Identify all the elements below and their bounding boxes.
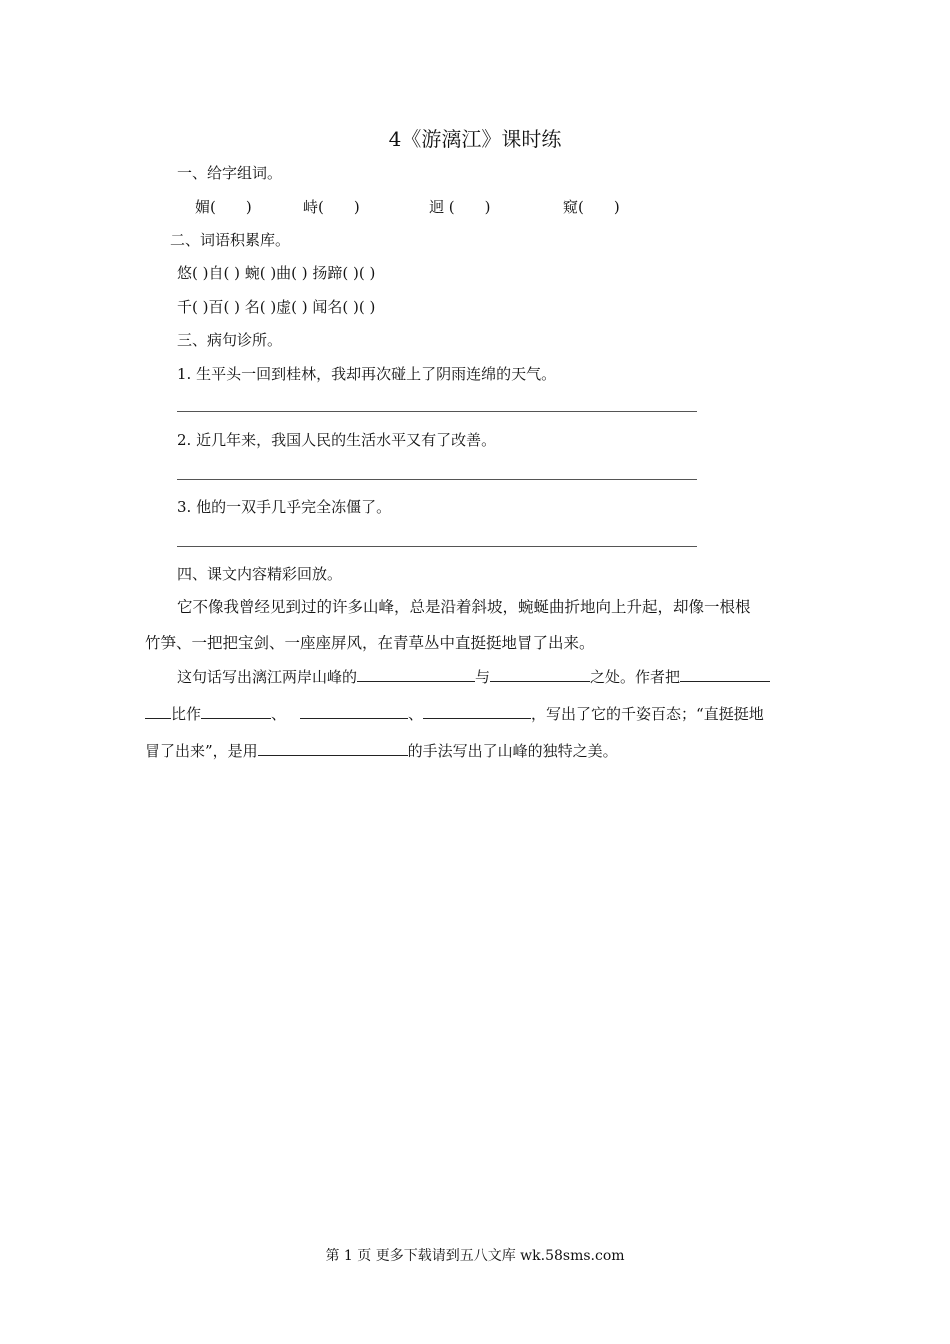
section1-item: 迥 ( ) xyxy=(429,198,491,216)
fill-text: 的手法写出了山峰的独特之美。 xyxy=(407,742,618,760)
section1-item: 窥( ) xyxy=(563,198,620,216)
answer-line-3 xyxy=(177,546,697,547)
section1-item: 峙( ) xyxy=(303,198,360,216)
fill-blank xyxy=(258,741,408,756)
fill-blank xyxy=(423,704,531,719)
fill-text: 这句话写出漓江两岸山峰的 xyxy=(177,668,358,686)
fill-line-2 xyxy=(145,704,764,724)
question-2: 2. 近几年来，我国人民的生活水平又有了改善。 xyxy=(177,431,497,449)
fill-line-1 xyxy=(177,667,770,687)
fill-blank xyxy=(357,667,475,682)
fill-text: 、 xyxy=(408,705,424,723)
section1-heading: 一、给字组词。 xyxy=(177,164,283,182)
fill-blank xyxy=(145,704,171,719)
fill-text: 冒了出来”，是用 xyxy=(145,742,258,760)
fill-text: 与 xyxy=(475,668,491,686)
passage-line-1: 它不像我曾经见到过的许多山峰，总是沿着斜坡，蜿蜒曲折地向上升起，却像一根根 xyxy=(177,598,751,616)
answer-line-1 xyxy=(177,411,697,412)
fill-line-3 xyxy=(145,741,618,761)
section1-item: 媚( ) xyxy=(195,198,252,216)
section4-heading: 四、课文内容精彩回放。 xyxy=(177,565,343,583)
fill-blank xyxy=(680,667,770,682)
page-footer: 第 1 页 更多下载请到五八文库 wk.58sms.com xyxy=(325,1248,625,1264)
section2-heading: 二、词语积累库。 xyxy=(170,231,291,249)
section3-heading: 三、病句诊所。 xyxy=(177,331,283,349)
fill-blank xyxy=(201,704,271,719)
fill-blank xyxy=(490,667,590,682)
fill-text: ，写出了它的千姿百态；“直挺挺地 xyxy=(531,705,764,723)
fill-text: 之处。作者把 xyxy=(590,668,681,686)
fill-blank xyxy=(300,704,408,719)
answer-line-2 xyxy=(177,479,697,480)
fill-text: 、 xyxy=(271,705,287,723)
question-3: 3. 他的一双手几乎完全冻僵了。 xyxy=(177,498,392,516)
page-title: 4《游漓江》课时练 xyxy=(388,127,562,151)
fill-text: 比作 xyxy=(171,705,202,723)
section2-row: 千( )百( ) 名( )虚( ) 闻名( )( ) xyxy=(177,298,376,316)
passage-line-2: 竹笋、一把把宝剑、一座座屏风，在青草丛中直挺挺地冒了出来。 xyxy=(145,634,595,652)
question-1: 1. 生平头一回到桂林，我却再次碰上了阴雨连绵的天气。 xyxy=(177,365,557,383)
section2-row: 悠( )自( ) 蜿( )曲( ) 扬蹄( )( ) xyxy=(177,264,376,282)
